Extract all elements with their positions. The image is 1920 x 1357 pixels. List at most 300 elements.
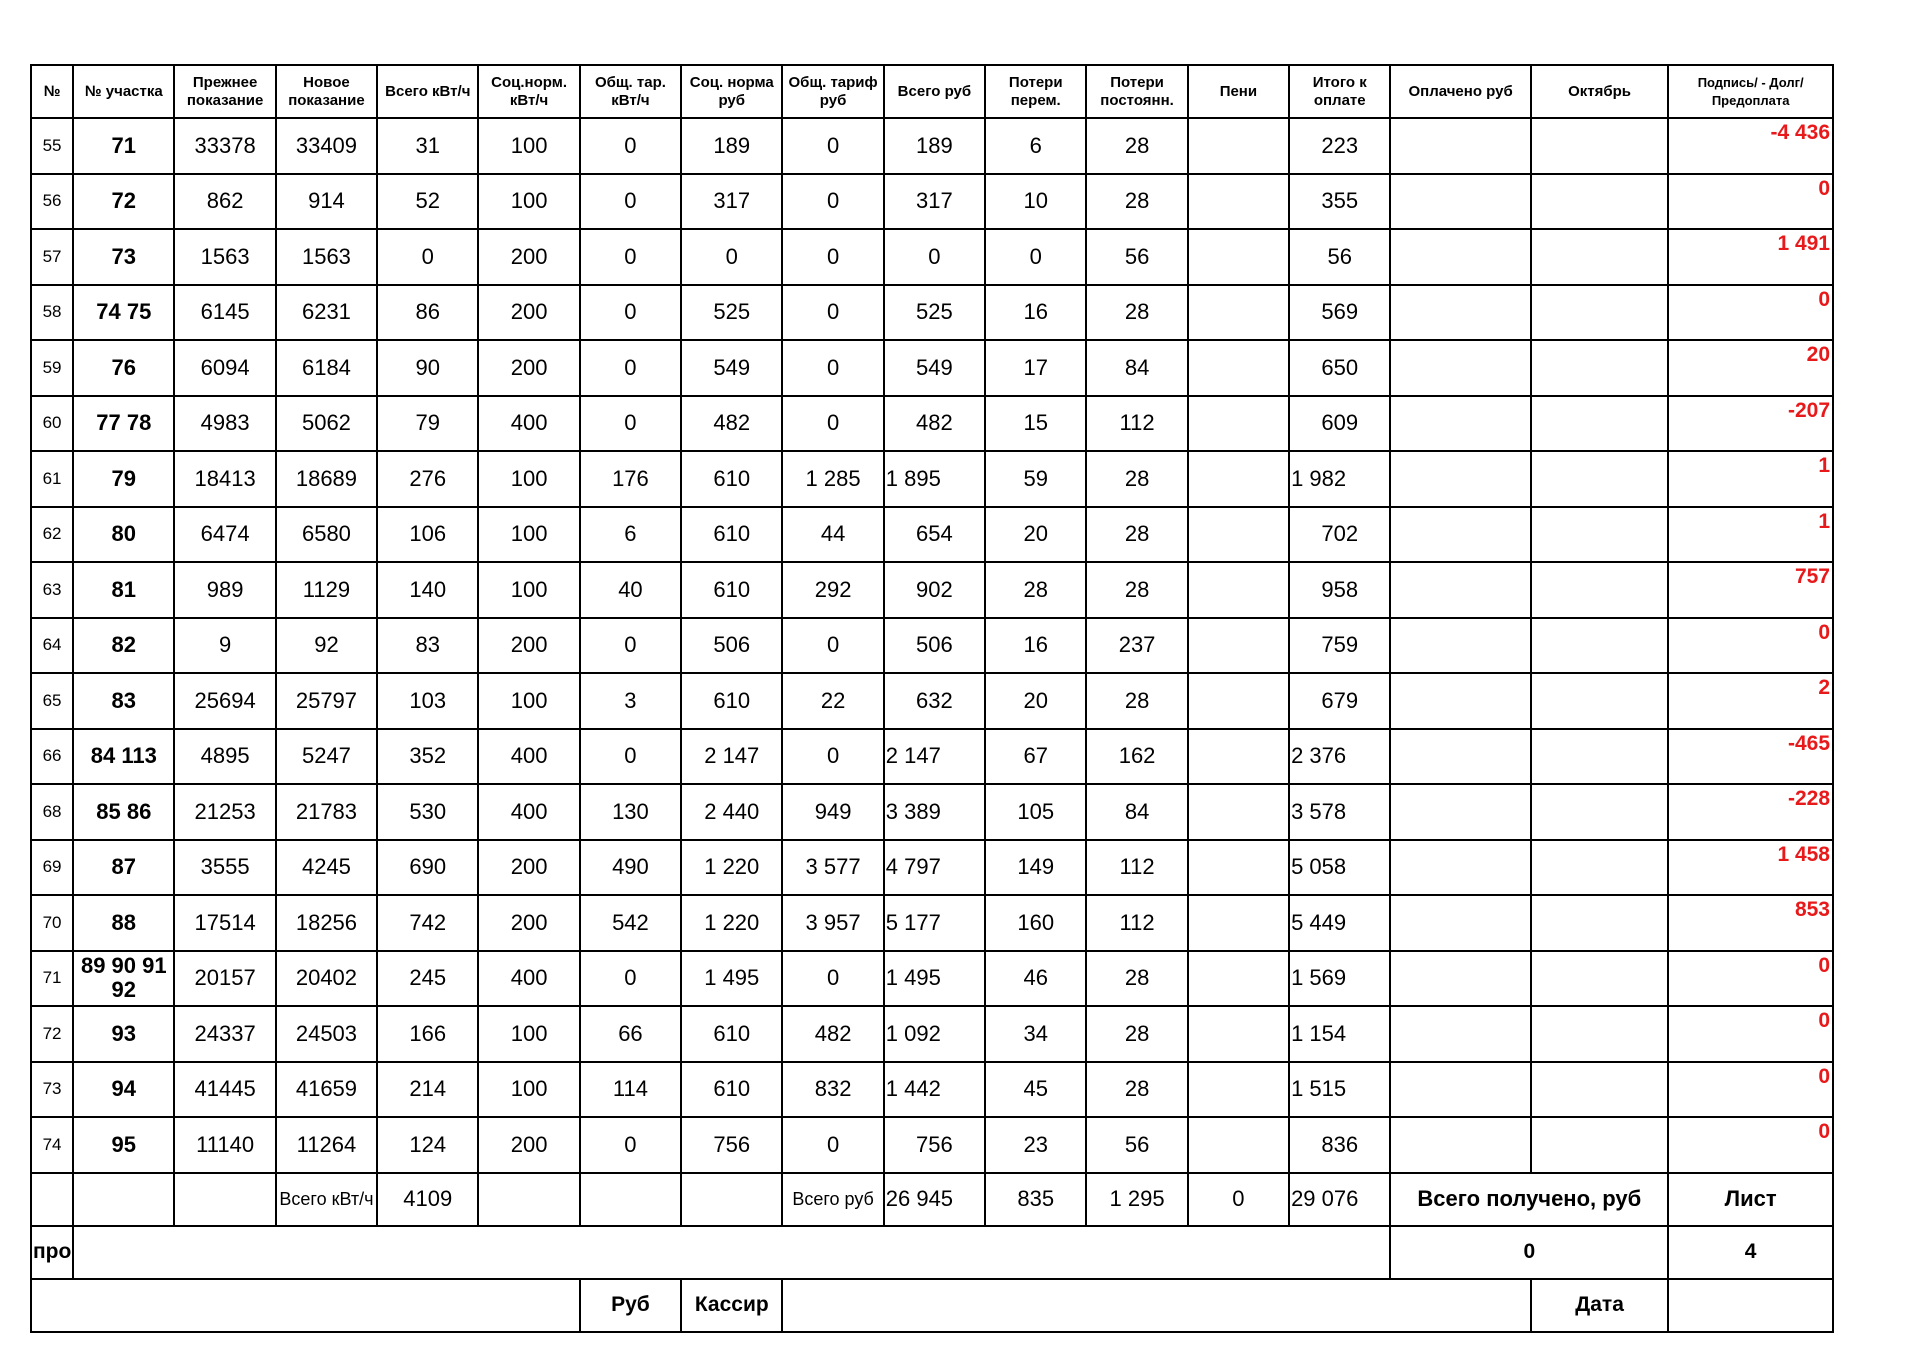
new-reading-cell: 18689: [276, 451, 377, 507]
plot-number-cell: 88: [73, 895, 174, 951]
total-rub-cell: 654: [884, 507, 985, 563]
social-norm-kwh-cell: 400: [478, 729, 579, 785]
general-tariff-kwh-cell: 3: [580, 673, 681, 729]
table-row: [31, 507, 1833, 563]
losses-constant-cell: 28: [1086, 118, 1187, 174]
social-norm-rub-cell: 1 220: [681, 840, 782, 896]
social-norm-kwh-cell: 400: [478, 396, 579, 452]
new-reading-cell: 11264: [276, 1117, 377, 1173]
general-tariff-kwh-cell: 0: [580, 729, 681, 785]
new-reading-cell: 20402: [276, 951, 377, 1007]
table-row: [31, 340, 1833, 396]
total-kwh-cell: 140: [377, 562, 478, 618]
plot-number-cell: 83: [73, 673, 174, 729]
plot-number-cell: 76: [73, 340, 174, 396]
new-reading-cell: 5247: [276, 729, 377, 785]
losses-constant-cell: 162: [1086, 729, 1187, 785]
general-tariff-rub-cell: 0: [782, 285, 883, 341]
general-tariff-kwh-cell: 0: [580, 118, 681, 174]
paid-rub-cell: [1390, 174, 1530, 230]
balance-cell: 1 491: [1668, 229, 1833, 285]
balance-cell: -465: [1668, 729, 1833, 785]
paid-rub-cell: [1390, 895, 1530, 951]
total-due-cell: 958: [1289, 562, 1390, 618]
total-kwh-cell: 31: [377, 118, 478, 174]
total-due-value: 29 076: [1289, 1173, 1390, 1226]
table-row: [31, 229, 1833, 285]
losses-constant-cell: 28: [1086, 1062, 1187, 1118]
prev-reading-cell: 1563: [174, 229, 275, 285]
new-reading-cell: 1129: [276, 562, 377, 618]
header-row: [31, 65, 1833, 118]
fines-cell: [1188, 285, 1289, 341]
total-due-cell: 5 058: [1289, 840, 1390, 896]
general-tariff-kwh-cell: 0: [580, 951, 681, 1007]
cashier-signature-field: [782, 1279, 1530, 1332]
october-cell: [1531, 951, 1668, 1007]
general-tariff-kwh-cell: 0: [580, 285, 681, 341]
plot-number-cell: 72: [73, 174, 174, 230]
social-norm-kwh-cell: 100: [478, 507, 579, 563]
row-number-cell: 68: [31, 784, 73, 840]
header-paid-rub: Оплачено руб: [1390, 65, 1530, 118]
losses-variable-cell: 23: [985, 1117, 1086, 1173]
balance-cell: -228: [1668, 784, 1833, 840]
plot-number-cell: 81: [73, 562, 174, 618]
total-kwh-cell: 83: [377, 618, 478, 674]
losses-constant-cell: 28: [1086, 673, 1187, 729]
general-tariff-rub-cell: 0: [782, 618, 883, 674]
fines-cell: [1188, 895, 1289, 951]
general-tariff-rub-cell: 0: [782, 951, 883, 1007]
october-cell: [1531, 618, 1668, 674]
header-losses-variable: Потери перем.: [985, 65, 1086, 118]
total-kwh-label: Всего кВт/ч: [276, 1173, 377, 1226]
row-number-cell: 60: [31, 396, 73, 452]
header-losses-constant: Потери постоянн.: [1086, 65, 1187, 118]
new-reading-cell: 5062: [276, 396, 377, 452]
row-number-cell: 62: [31, 507, 73, 563]
fines-cell: [1188, 840, 1289, 896]
total-due-cell: 1 515: [1289, 1062, 1390, 1118]
total-due-cell: 223: [1289, 118, 1390, 174]
footer-blank-field: [31, 1279, 580, 1332]
social-norm-kwh-cell: 200: [478, 340, 579, 396]
row-number-cell: 66: [31, 729, 73, 785]
losses-variable-cell: 16: [985, 285, 1086, 341]
october-cell: [1531, 673, 1668, 729]
social-norm-rub-cell: 756: [681, 1117, 782, 1173]
total-rub-cell: 4 797: [884, 840, 985, 896]
balance-cell: 0: [1668, 1117, 1833, 1173]
plot-number-cell: 95: [73, 1117, 174, 1173]
general-tariff-kwh-cell: 0: [580, 340, 681, 396]
balance-cell: 1: [1668, 451, 1833, 507]
plot-number-cell: 93: [73, 1006, 174, 1062]
prev-reading-cell: 20157: [174, 951, 275, 1007]
october-cell: [1531, 1117, 1668, 1173]
received-value: 0: [1390, 1226, 1668, 1279]
total-rub-cell: 3 389: [884, 784, 985, 840]
new-reading-cell: 18256: [276, 895, 377, 951]
total-rub-cell: 1 495: [884, 951, 985, 1007]
totals-empty-cell: [73, 1173, 174, 1226]
table-row: [31, 673, 1833, 729]
new-reading-cell: 24503: [276, 1006, 377, 1062]
balance-cell: 2: [1668, 673, 1833, 729]
losses-variable-cell: 6: [985, 118, 1086, 174]
losses-constant-cell: 28: [1086, 1006, 1187, 1062]
losses-variable-cell: 17: [985, 340, 1086, 396]
social-norm-rub-cell: 1 220: [681, 895, 782, 951]
fines-cell: [1188, 118, 1289, 174]
total-kwh-cell: 79: [377, 396, 478, 452]
prev-reading-cell: 4895: [174, 729, 275, 785]
losses-constant-cell: 84: [1086, 340, 1187, 396]
header-total-kwh: Всего кВт/ч: [377, 65, 478, 118]
balance-cell: 853: [1668, 895, 1833, 951]
plot-number-cell: 94: [73, 1062, 174, 1118]
social-norm-kwh-cell: 100: [478, 118, 579, 174]
prev-reading-cell: 11140: [174, 1117, 275, 1173]
total-kwh-cell: 0: [377, 229, 478, 285]
fines-cell: [1188, 396, 1289, 452]
general-tariff-rub-cell: 3 577: [782, 840, 883, 896]
fines-cell: [1188, 562, 1289, 618]
prev-reading-cell: 3555: [174, 840, 275, 896]
social-norm-kwh-cell: 200: [478, 840, 579, 896]
total-fine-value: 0: [1188, 1173, 1289, 1226]
total-rub-label: Всего руб: [782, 1173, 883, 1226]
losses-constant-cell: 28: [1086, 285, 1187, 341]
fines-cell: [1188, 1006, 1289, 1062]
losses-constant-cell: 28: [1086, 562, 1187, 618]
total-rub-cell: 632: [884, 673, 985, 729]
losses-variable-cell: 20: [985, 507, 1086, 563]
general-tariff-kwh-cell: 0: [580, 618, 681, 674]
total-kwh-cell: 276: [377, 451, 478, 507]
total-due-cell: 2 376: [1289, 729, 1390, 785]
losses-variable-cell: 0: [985, 229, 1086, 285]
losses-variable-cell: 59: [985, 451, 1086, 507]
paid-rub-cell: [1390, 673, 1530, 729]
social-norm-rub-cell: 2 440: [681, 784, 782, 840]
general-tariff-rub-cell: 0: [782, 340, 883, 396]
row-number-cell: 71: [31, 951, 73, 1007]
general-tariff-kwh-cell: 66: [580, 1006, 681, 1062]
social-norm-kwh-cell: 200: [478, 618, 579, 674]
general-tariff-kwh-cell: 0: [580, 229, 681, 285]
general-tariff-rub-cell: 3 957: [782, 895, 883, 951]
total-kwh-cell: 106: [377, 507, 478, 563]
social-norm-kwh-cell: 100: [478, 174, 579, 230]
general-tariff-kwh-cell: 40: [580, 562, 681, 618]
social-norm-rub-cell: 549: [681, 340, 782, 396]
total-due-cell: 759: [1289, 618, 1390, 674]
losses-variable-cell: 45: [985, 1062, 1086, 1118]
social-norm-rub-cell: 189: [681, 118, 782, 174]
balance-cell: 20: [1668, 340, 1833, 396]
losses-constant-cell: 84: [1086, 784, 1187, 840]
balance-cell: 1 458: [1668, 840, 1833, 896]
october-cell: [1531, 729, 1668, 785]
general-tariff-kwh-cell: 114: [580, 1062, 681, 1118]
general-tariff-rub-cell: 0: [782, 396, 883, 452]
balance-cell: 1: [1668, 507, 1833, 563]
total-due-cell: 1 154: [1289, 1006, 1390, 1062]
losses-variable-cell: 10: [985, 174, 1086, 230]
table-row: [31, 1006, 1833, 1062]
total-due-cell: 679: [1289, 673, 1390, 729]
october-cell: [1531, 507, 1668, 563]
social-norm-kwh-cell: 100: [478, 1062, 579, 1118]
social-norm-rub-cell: 0: [681, 229, 782, 285]
total-kwh-cell: 103: [377, 673, 478, 729]
plot-number-cell: 74 75: [73, 285, 174, 341]
total-due-cell: 3 578: [1289, 784, 1390, 840]
header-plot: № участка: [73, 65, 174, 118]
october-cell: [1531, 396, 1668, 452]
total-due-cell: 1 982: [1289, 451, 1390, 507]
general-tariff-rub-cell: 0: [782, 118, 883, 174]
prev-reading-cell: 9: [174, 618, 275, 674]
total-rub-cell: 756: [884, 1117, 985, 1173]
row-number-cell: 64: [31, 618, 73, 674]
header-social-norm-rub: Соц. норма руб: [681, 65, 782, 118]
prev-reading-cell: 4983: [174, 396, 275, 452]
october-cell: [1531, 784, 1668, 840]
plot-number-cell: 77 78: [73, 396, 174, 452]
row-number-cell: 72: [31, 1006, 73, 1062]
losses-variable-cell: 46: [985, 951, 1086, 1007]
new-reading-cell: 33409: [276, 118, 377, 174]
total-kwh-cell: 124: [377, 1117, 478, 1173]
social-norm-kwh-cell: 100: [478, 673, 579, 729]
paid-rub-cell: [1390, 229, 1530, 285]
plot-number-cell: 80: [73, 507, 174, 563]
prev-reading-cell: 6474: [174, 507, 275, 563]
rub-label: Руб: [580, 1279, 681, 1332]
table-row: [31, 1117, 1833, 1173]
total-kwh-cell: 90: [377, 340, 478, 396]
total-due-cell: 569: [1289, 285, 1390, 341]
new-reading-cell: 914: [276, 174, 377, 230]
total-kwh-cell: 166: [377, 1006, 478, 1062]
total-due-cell: 650: [1289, 340, 1390, 396]
plot-number-cell: 79: [73, 451, 174, 507]
total-rub-cell: 0: [884, 229, 985, 285]
row-number-cell: 58: [31, 285, 73, 341]
october-cell: [1531, 562, 1668, 618]
row-number-cell: 61: [31, 451, 73, 507]
total-kwh-cell: 742: [377, 895, 478, 951]
total-rub-cell: 5 177: [884, 895, 985, 951]
header-prev-reading: Прежнее показание: [174, 65, 275, 118]
losses-variable-cell: 20: [985, 673, 1086, 729]
date-field: [1668, 1279, 1833, 1332]
general-tariff-rub-cell: 0: [782, 1117, 883, 1173]
general-tariff-rub-cell: 832: [782, 1062, 883, 1118]
balance-cell: 757: [1668, 562, 1833, 618]
footer-row-1: [31, 1226, 1833, 1279]
row-number-cell: 57: [31, 229, 73, 285]
prev-reading-cell: 17514: [174, 895, 275, 951]
footer-row-label: про: [31, 1226, 73, 1279]
losses-variable-cell: 28: [985, 562, 1086, 618]
total-due-cell: 702: [1289, 507, 1390, 563]
losses-variable-cell: 105: [985, 784, 1086, 840]
table-row: [31, 840, 1833, 896]
paid-rub-cell: [1390, 451, 1530, 507]
losses-variable-cell: 15: [985, 396, 1086, 452]
totals-empty-cell: [580, 1173, 681, 1226]
total-kwh-cell: 245: [377, 951, 478, 1007]
total-due-cell: 609: [1289, 396, 1390, 452]
general-tariff-rub-cell: 1 285: [782, 451, 883, 507]
total-rub-cell: 1 442: [884, 1062, 985, 1118]
losses-variable-cell: 16: [985, 618, 1086, 674]
general-tariff-kwh-cell: 490: [580, 840, 681, 896]
paid-rub-cell: [1390, 562, 1530, 618]
paid-rub-cell: [1390, 1006, 1530, 1062]
social-norm-kwh-cell: 100: [478, 1006, 579, 1062]
total-rub-value: 26 945: [884, 1173, 985, 1226]
losses-constant-cell: 28: [1086, 451, 1187, 507]
table-row: [31, 562, 1833, 618]
total-due-cell: 836: [1289, 1117, 1390, 1173]
prev-reading-cell: 18413: [174, 451, 275, 507]
social-norm-rub-cell: 506: [681, 618, 782, 674]
paid-rub-cell: [1390, 840, 1530, 896]
sheet-label: Лист: [1668, 1173, 1833, 1226]
table-row: [31, 951, 1833, 1007]
social-norm-kwh-cell: 200: [478, 895, 579, 951]
general-tariff-kwh-cell: 0: [580, 174, 681, 230]
social-norm-kwh-cell: 400: [478, 784, 579, 840]
new-reading-cell: 92: [276, 618, 377, 674]
general-tariff-kwh-cell: 176: [580, 451, 681, 507]
header-general-tariff-rub: Общ. тариф руб: [782, 65, 883, 118]
social-norm-kwh-cell: 400: [478, 951, 579, 1007]
losses-variable-cell: 149: [985, 840, 1086, 896]
paid-rub-cell: [1390, 951, 1530, 1007]
losses-variable-cell: 34: [985, 1006, 1086, 1062]
paid-rub-cell: [1390, 1117, 1530, 1173]
balance-cell: 0: [1668, 285, 1833, 341]
row-number-cell: 74: [31, 1117, 73, 1173]
balance-cell: -4 436: [1668, 118, 1833, 174]
total-rub-cell: 549: [884, 340, 985, 396]
social-norm-rub-cell: 317: [681, 174, 782, 230]
prev-reading-cell: 6145: [174, 285, 275, 341]
losses-variable-cell: 160: [985, 895, 1086, 951]
general-tariff-rub-cell: 44: [782, 507, 883, 563]
new-reading-cell: 41659: [276, 1062, 377, 1118]
social-norm-rub-cell: 482: [681, 396, 782, 452]
total-due-cell: 5 449: [1289, 895, 1390, 951]
october-cell: [1531, 1062, 1668, 1118]
table-row: [31, 1062, 1833, 1118]
table-row: [31, 895, 1833, 951]
balance-cell: 0: [1668, 174, 1833, 230]
balance-cell: 0: [1668, 951, 1833, 1007]
losses-constant-cell: 237: [1086, 618, 1187, 674]
total-loss-var-value: 835: [985, 1173, 1086, 1226]
table-row: [31, 784, 1833, 840]
total-kwh-cell: 52: [377, 174, 478, 230]
general-tariff-kwh-cell: 6: [580, 507, 681, 563]
footer-row-2: [31, 1279, 1833, 1332]
plot-number-cell: 73: [73, 229, 174, 285]
header-october: Октябрь: [1531, 65, 1668, 118]
social-norm-rub-cell: 610: [681, 451, 782, 507]
october-cell: [1531, 118, 1668, 174]
plot-number-cell: 84 113: [73, 729, 174, 785]
social-norm-kwh-cell: 200: [478, 1117, 579, 1173]
new-reading-cell: 25797: [276, 673, 377, 729]
fines-cell: [1188, 618, 1289, 674]
new-reading-cell: 6580: [276, 507, 377, 563]
header-general-tariff-kwh: Общ. тар. кВт/ч: [580, 65, 681, 118]
total-rub-cell: 317: [884, 174, 985, 230]
prev-reading-cell: 21253: [174, 784, 275, 840]
new-reading-cell: 6231: [276, 285, 377, 341]
total-rub-cell: 2 147: [884, 729, 985, 785]
total-kwh-value: 4109: [377, 1173, 478, 1226]
row-number-cell: 63: [31, 562, 73, 618]
october-cell: [1531, 340, 1668, 396]
total-rub-cell: 482: [884, 396, 985, 452]
fines-cell: [1188, 507, 1289, 563]
total-rub-cell: 506: [884, 618, 985, 674]
row-number-cell: 55: [31, 118, 73, 174]
header-social-norm-kwh: Соц.норм. кВт/ч: [478, 65, 579, 118]
totals-empty-cell: [681, 1173, 782, 1226]
plot-number-cell: 87: [73, 840, 174, 896]
balance-cell: 0: [1668, 1062, 1833, 1118]
october-cell: [1531, 840, 1668, 896]
social-norm-rub-cell: 610: [681, 562, 782, 618]
fines-cell: [1188, 951, 1289, 1007]
row-number-cell: 73: [31, 1062, 73, 1118]
social-norm-rub-cell: 525: [681, 285, 782, 341]
total-rub-cell: 902: [884, 562, 985, 618]
header-fines: Пени: [1188, 65, 1289, 118]
row-number-cell: 65: [31, 673, 73, 729]
prev-reading-cell: 6094: [174, 340, 275, 396]
header-number: №: [31, 65, 73, 118]
social-norm-kwh-cell: 200: [478, 229, 579, 285]
header-new-reading: Новое показание: [276, 65, 377, 118]
paid-rub-cell: [1390, 507, 1530, 563]
balance-cell: 0: [1668, 618, 1833, 674]
total-loss-const-value: 1 295: [1086, 1173, 1187, 1226]
total-kwh-cell: 214: [377, 1062, 478, 1118]
social-norm-kwh-cell: 100: [478, 562, 579, 618]
october-cell: [1531, 229, 1668, 285]
row-number-cell: 56: [31, 174, 73, 230]
total-rub-cell: 189: [884, 118, 985, 174]
general-tariff-kwh-cell: 0: [580, 1117, 681, 1173]
october-cell: [1531, 1006, 1668, 1062]
paid-rub-cell: [1390, 396, 1530, 452]
losses-constant-cell: 112: [1086, 840, 1187, 896]
general-tariff-rub-cell: 482: [782, 1006, 883, 1062]
date-label: Дата: [1531, 1279, 1668, 1332]
general-tariff-kwh-cell: 0: [580, 396, 681, 452]
fines-cell: [1188, 174, 1289, 230]
new-reading-cell: 1563: [276, 229, 377, 285]
